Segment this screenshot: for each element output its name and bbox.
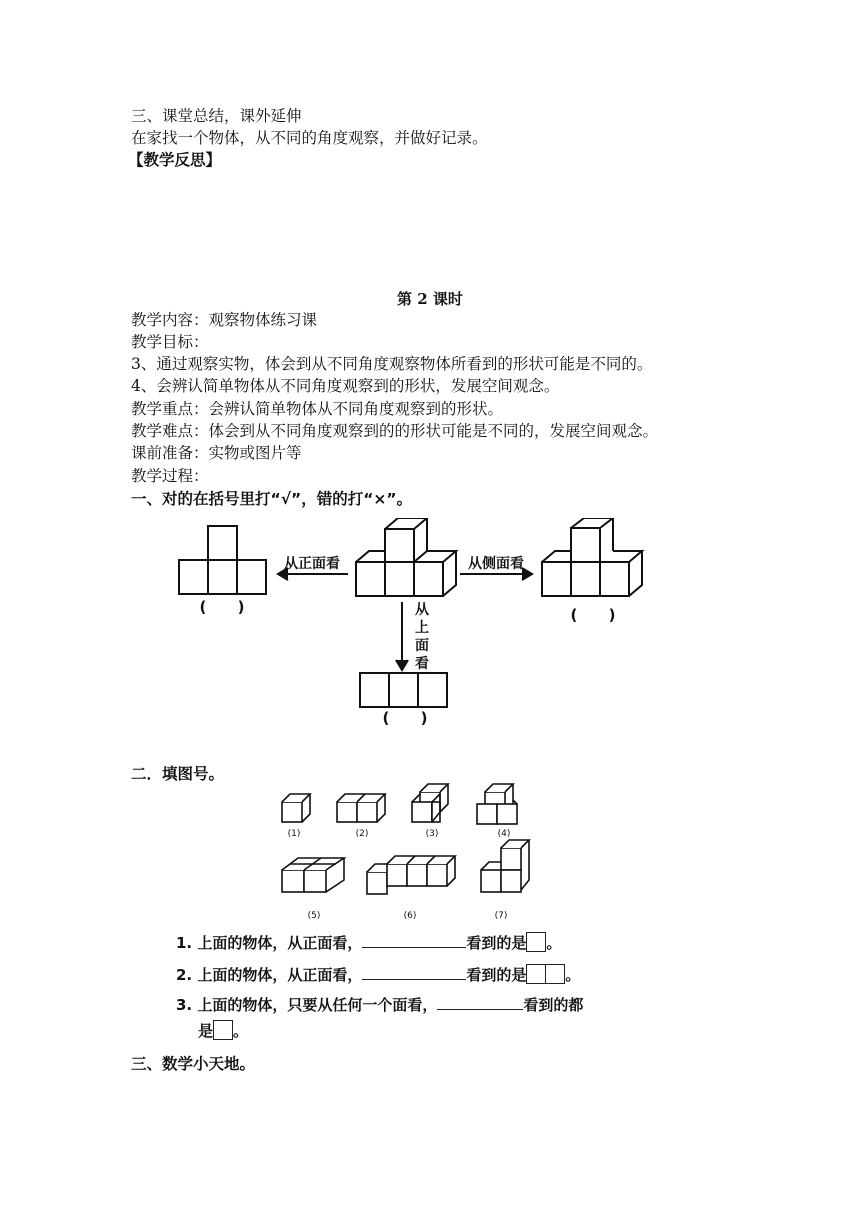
exercise2-figures bbox=[270, 780, 540, 925]
top-view-label-1: 从 bbox=[415, 602, 429, 618]
figure-label-3: (3) bbox=[425, 829, 439, 839]
lesson-title: 第 2 课时 bbox=[397, 290, 463, 308]
figure-label-4: (4) bbox=[497, 829, 511, 839]
figure-label-6: (6) bbox=[403, 911, 417, 921]
top-view-label-4: 看 bbox=[415, 656, 429, 672]
exercise3-heading: 三、数学小天地。 bbox=[131, 1055, 256, 1073]
answer-blank-3[interactable] bbox=[437, 995, 523, 1010]
preparation: 课前准备：实物或图片等 bbox=[131, 444, 302, 462]
question-1 bbox=[176, 932, 561, 953]
square-icon bbox=[526, 932, 546, 952]
figure-label-1: (1) bbox=[287, 829, 301, 839]
question-3 bbox=[176, 994, 583, 1015]
question-1-text-b: 看到的是 bbox=[466, 934, 527, 952]
homework-task: 在家找一个物体，从不同的角度观察，并做好记录。 bbox=[131, 129, 488, 147]
exercise2-heading: 二．填图号。 bbox=[131, 765, 225, 783]
question-1-text: 1. 上面的物体，从正面看， bbox=[176, 934, 363, 952]
question-2-text-b: 看到的是 bbox=[466, 966, 527, 984]
answer-paren-front: ( ) bbox=[199, 598, 245, 616]
reflection-heading: 【教学反思】 bbox=[128, 151, 222, 169]
figure-label-7: (7) bbox=[494, 911, 508, 921]
teaching-goal-3: 3、通过观察实物，体会到从不同角度观察物体所看到的形状可能是不同的。 bbox=[131, 355, 653, 373]
question-2 bbox=[176, 964, 580, 985]
front-view-label: 从正面看 bbox=[284, 556, 340, 572]
answer-blank-2[interactable] bbox=[362, 965, 466, 980]
figure-label-2: (2) bbox=[355, 829, 369, 839]
square-icon bbox=[546, 964, 565, 984]
section-heading-summary: 三、课堂总结，课外延伸 bbox=[131, 107, 302, 125]
question-1-end: 。 bbox=[546, 934, 562, 952]
top-view-label-2: 上 bbox=[415, 620, 429, 636]
answer-paren-top: ( ) bbox=[382, 709, 428, 727]
square-icon bbox=[526, 964, 546, 984]
key-point: 教学重点：会辨认简单物体从不同角度观察到的形状。 bbox=[131, 400, 504, 418]
teaching-goal-4: 4、会辨认简单物体从不同角度观察到的形状，发展空间观念。 bbox=[131, 377, 560, 395]
top-view-label-3: 面 bbox=[415, 638, 429, 654]
question-3-text-b: 看到的都 bbox=[523, 996, 584, 1014]
difficulty: 教学难点：体会到从不同角度观察到的的形状可能是不同的，发展空间观念。 bbox=[131, 422, 659, 440]
figure-label-5: (5) bbox=[307, 911, 321, 921]
exercise1-heading: 一、对的在括号里打“√”，错的打“×”。 bbox=[131, 490, 413, 508]
teaching-goals-label: 教学目标： bbox=[131, 333, 209, 351]
question-3-text-c: 是 bbox=[198, 1022, 214, 1040]
question-2-text: 2. 上面的物体，从正面看， bbox=[176, 966, 363, 984]
teaching-content: 教学内容：观察物体练习课 bbox=[131, 311, 318, 329]
question-2-end: 。 bbox=[565, 966, 581, 984]
answer-paren-side: ( ) bbox=[570, 606, 616, 624]
question-3-end: 。 bbox=[233, 1022, 249, 1040]
square-icon bbox=[213, 1020, 233, 1040]
question-3-text: 3. 上面的物体，只要从任何一个面看， bbox=[176, 996, 438, 1014]
exercise1-figure bbox=[170, 518, 660, 730]
answer-blank-1[interactable] bbox=[362, 933, 466, 948]
question-3-cont bbox=[198, 1020, 248, 1041]
side-view-label: 从侧面看 bbox=[468, 556, 524, 572]
teaching-process: 教学过程： bbox=[131, 467, 209, 485]
